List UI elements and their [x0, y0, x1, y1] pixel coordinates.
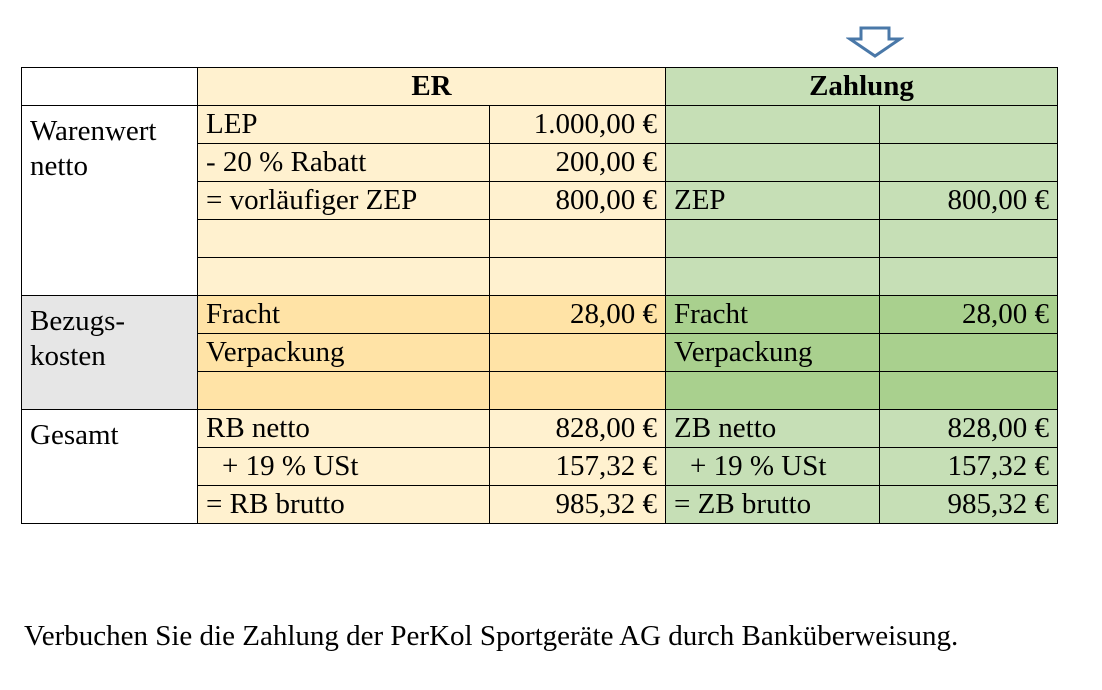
down-arrow-icon	[846, 26, 904, 58]
za-value-empty	[880, 106, 1058, 144]
za-label-empty	[666, 144, 880, 182]
header-row	[22, 68, 1058, 106]
er-value-rabatt: 200,00 €	[490, 144, 666, 182]
za-value-empty	[880, 220, 1058, 258]
za-value-fracht: 28,00 €	[880, 296, 1058, 334]
table-row	[22, 410, 1058, 448]
table-row	[22, 106, 1058, 144]
er-value-empty	[490, 220, 666, 258]
group-label-text: Bezugs- kosten	[30, 305, 126, 373]
za-value-empty	[880, 372, 1058, 410]
er-value-empty	[490, 258, 666, 296]
er-value-ust: 157,32 €	[490, 448, 666, 486]
er-value-lep: 1.000,00 €	[490, 106, 666, 144]
er-label-verpackung: Verpackung	[198, 334, 490, 372]
er-label-empty	[198, 258, 490, 296]
group-label-warenwert	[22, 106, 198, 296]
er-label-empty	[198, 220, 490, 258]
er-value-empty	[490, 372, 666, 410]
er-label-ust: + 19 % USt	[198, 448, 490, 486]
za-label-empty	[666, 106, 880, 144]
za-value-zep: 800,00 €	[880, 182, 1058, 220]
empty-header-cell	[22, 68, 198, 106]
task-instruction: Verbuchen Sie die Zahlung der PerKol Sportgeräte AG durch Banküberweisung.	[24, 620, 959, 652]
calculation-table	[21, 67, 1058, 524]
er-label-rb-netto: RB netto	[198, 410, 490, 448]
er-value-zep: 800,00 €	[490, 182, 666, 220]
za-value-zb-brutto: 985,32 €	[880, 486, 1058, 524]
group-label-bezugskosten	[22, 296, 198, 410]
za-label-empty	[666, 258, 880, 296]
er-value-fracht: 28,00 €	[490, 296, 666, 334]
table-row	[22, 296, 1058, 334]
er-label-zep: = vorläufiger ZEP	[198, 182, 490, 220]
er-header: ER	[198, 68, 666, 106]
group-label-gesamt	[22, 410, 198, 524]
er-value-verpackung	[490, 334, 666, 372]
er-value-rb-brutto: 985,32 €	[490, 486, 666, 524]
group-label-text: Warenwert netto	[30, 115, 157, 183]
za-label-ust: + 19 % USt	[666, 448, 880, 486]
za-value-ust: 157,32 €	[880, 448, 1058, 486]
za-value-verpackung	[880, 334, 1058, 372]
zahlung-header: Zahlung	[666, 68, 1058, 106]
za-label-empty	[666, 372, 880, 410]
er-label-rabatt: - 20 % Rabatt	[198, 144, 490, 182]
za-label-empty	[666, 220, 880, 258]
group-label-text: Gesamt	[30, 419, 119, 451]
za-label-zb-brutto: = ZB brutto	[666, 486, 880, 524]
za-value-empty	[880, 144, 1058, 182]
er-label-fracht: Fracht	[198, 296, 490, 334]
er-label-empty	[198, 372, 490, 410]
er-label-lep: LEP	[198, 106, 490, 144]
er-label-rb-brutto: = RB brutto	[198, 486, 490, 524]
za-value-zb-netto: 828,00 €	[880, 410, 1058, 448]
za-label-verpackung: Verpackung	[666, 334, 880, 372]
za-label-fracht: Fracht	[666, 296, 880, 334]
za-value-empty	[880, 258, 1058, 296]
za-label-zb-netto: ZB netto	[666, 410, 880, 448]
za-label-zep: ZEP	[666, 182, 880, 220]
er-value-rb-netto: 828,00 €	[490, 410, 666, 448]
